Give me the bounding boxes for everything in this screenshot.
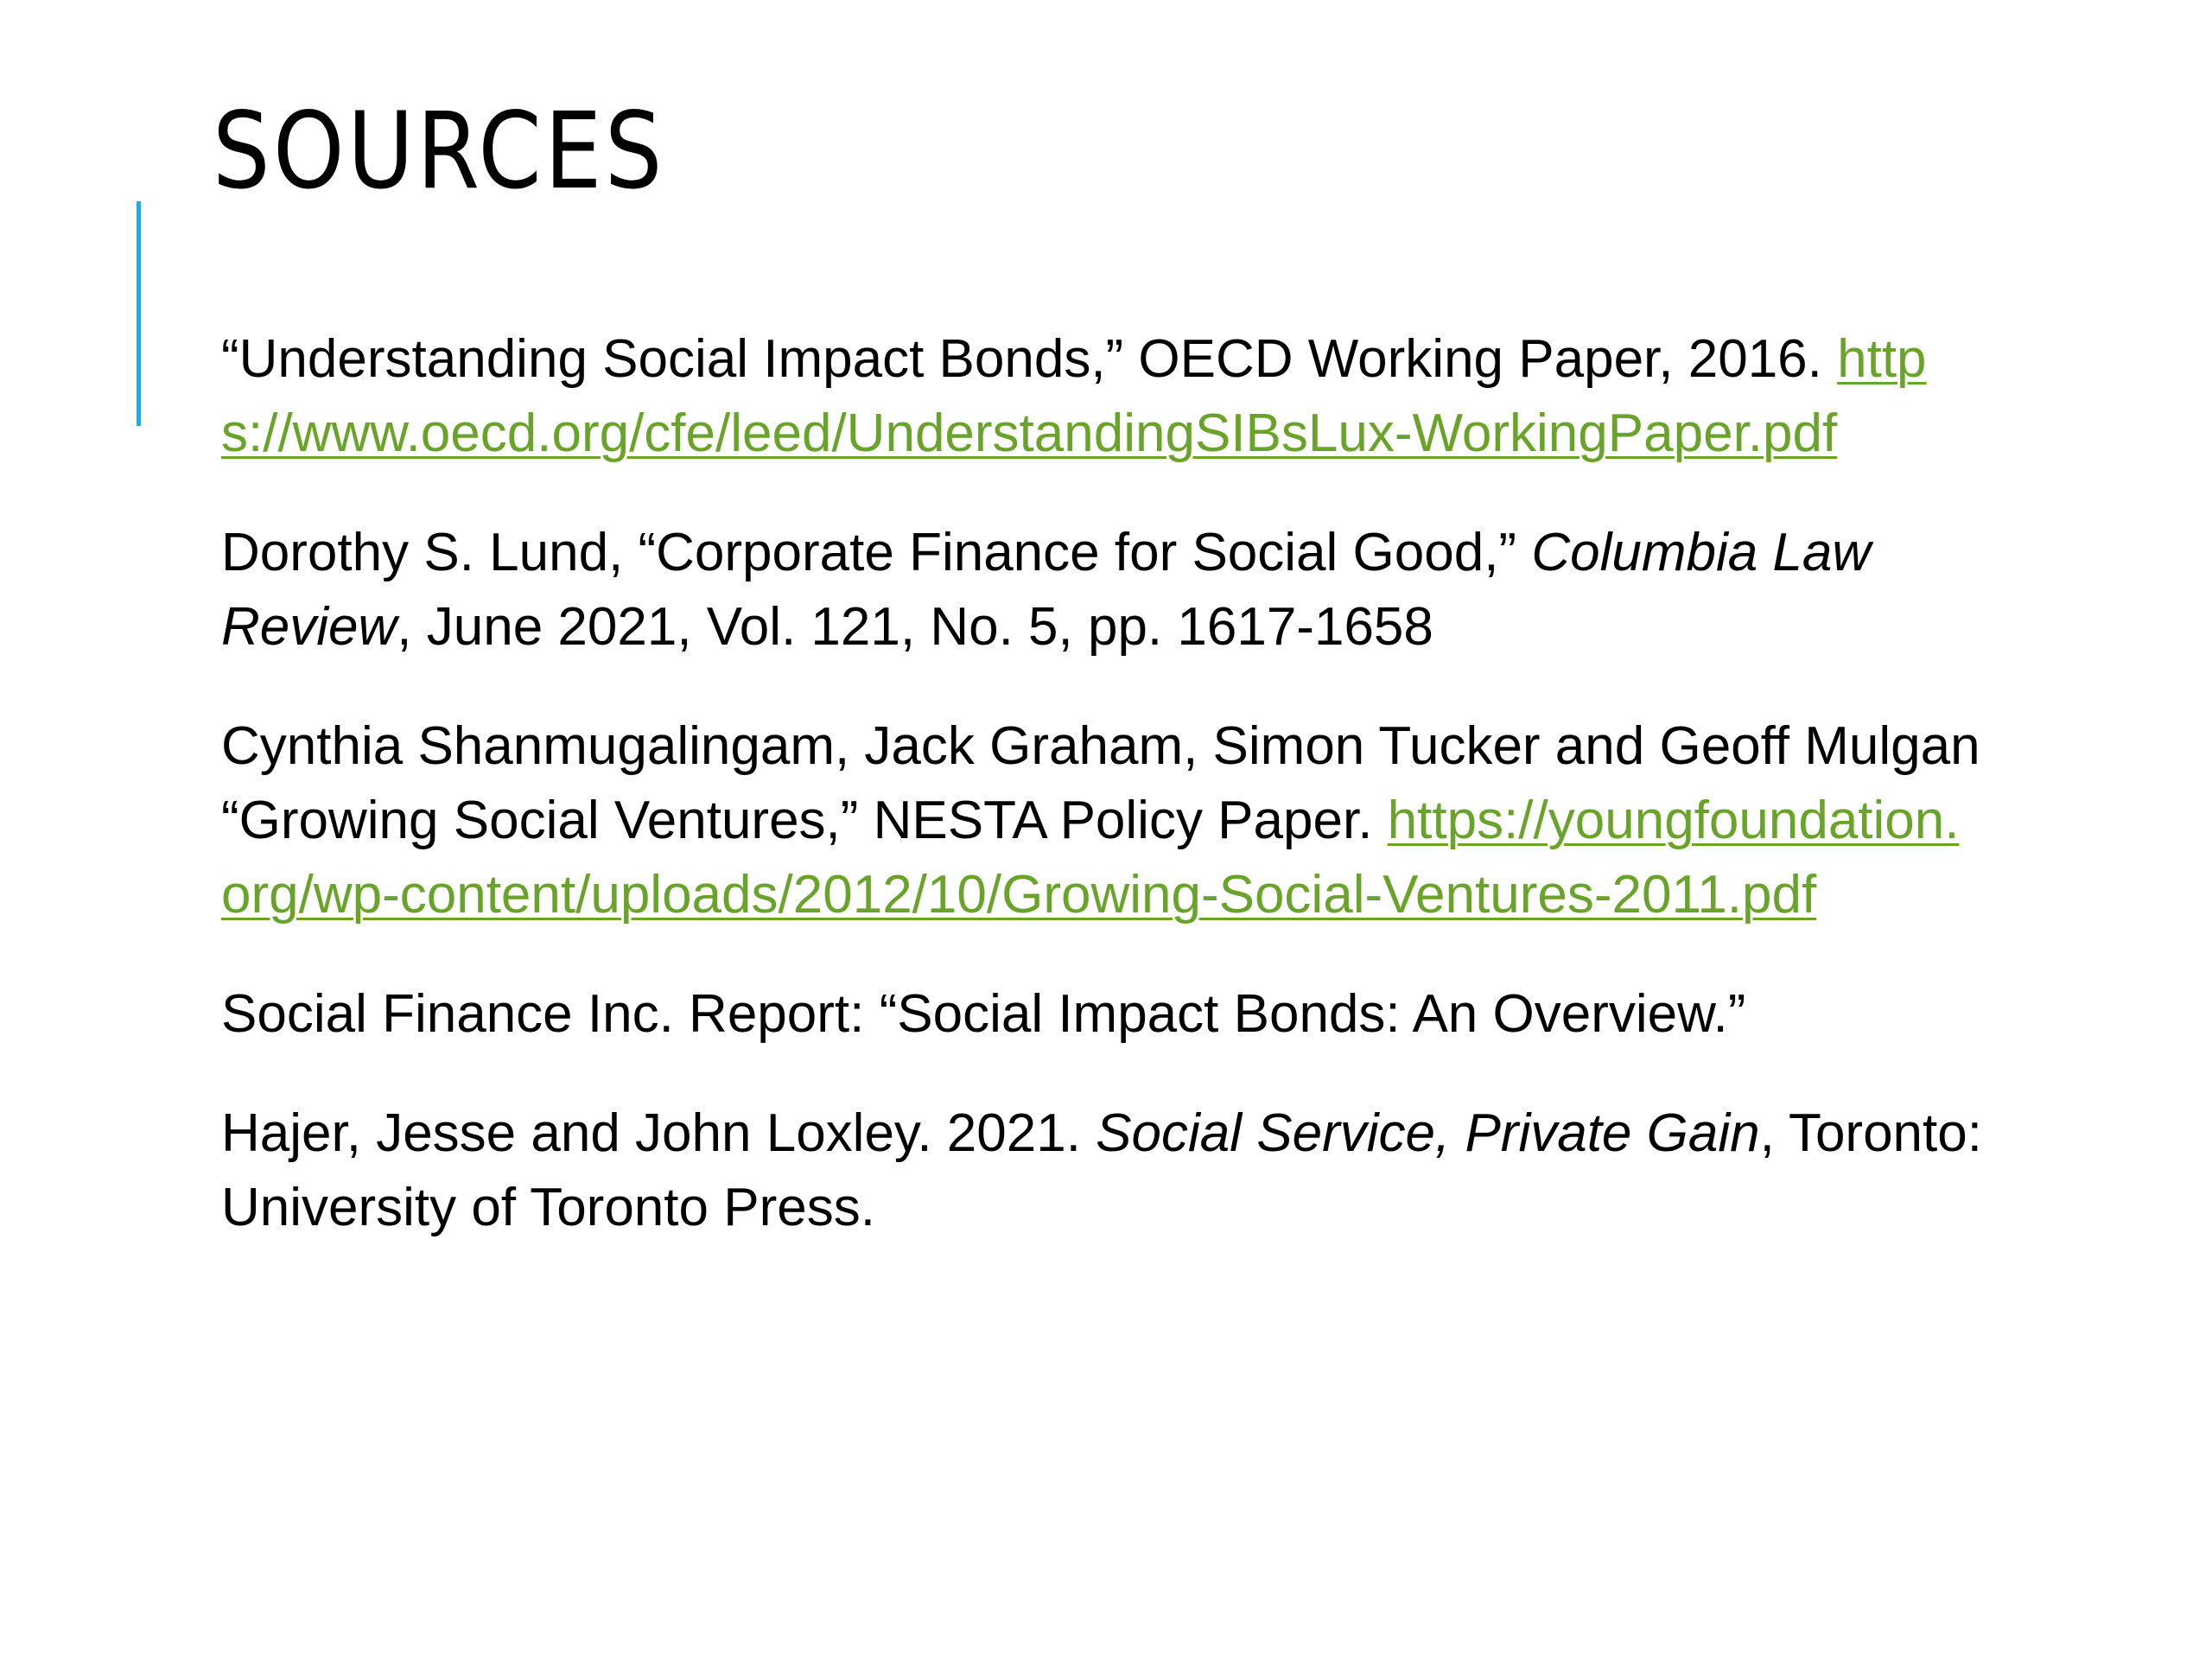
source-item bbox=[221, 322, 1984, 471]
sources-list bbox=[221, 322, 1984, 1290]
slide-title: SOURCES bbox=[213, 90, 665, 213]
source-item bbox=[221, 709, 1984, 932]
source-item bbox=[221, 1096, 1984, 1245]
source-text: Cynthia Shanmugalingam, Jack Graham, Simon Tucker and Geoff Mulgan “Growing Social Ventures,” NESTA Policy Paper. bbox=[221, 716, 1980, 850]
source-book-title: Social Service, Private Gain bbox=[1096, 1103, 1760, 1163]
source-item bbox=[221, 977, 1984, 1052]
source-text: , Toronto: University of Toronto Press. bbox=[221, 1103, 1982, 1237]
source-link[interactable]: https://youngfoundation.org/wp-content/uploads/2012/10/Growing-Social-Ventures-2011.pdf bbox=[221, 791, 1960, 925]
source-text: “Understanding Social Impact Bonds,” OECD Working Paper, 2016. bbox=[221, 329, 1838, 389]
source-text: Hajer, Jesse and John Loxley. 2021. bbox=[221, 1103, 1096, 1163]
source-text: , June 2021, Vol. 121, No. 5, pp. 1617-1658 bbox=[397, 597, 1433, 657]
accent-bar bbox=[137, 201, 141, 426]
source-link[interactable]: https://www.oecd.org/cfe/leed/UnderstandingSIBsLux-WorkingPaper.pdf bbox=[221, 329, 1927, 463]
source-text: Social Finance Inc. Report: “Social Impact Bonds: An Overview.” bbox=[221, 984, 1746, 1044]
source-publication-title: Columbia Law Review bbox=[221, 523, 1872, 657]
source-text: Dorothy S. Lund, “Corporate Finance for Social Good,” bbox=[221, 523, 1532, 582]
source-item bbox=[221, 516, 1984, 664]
